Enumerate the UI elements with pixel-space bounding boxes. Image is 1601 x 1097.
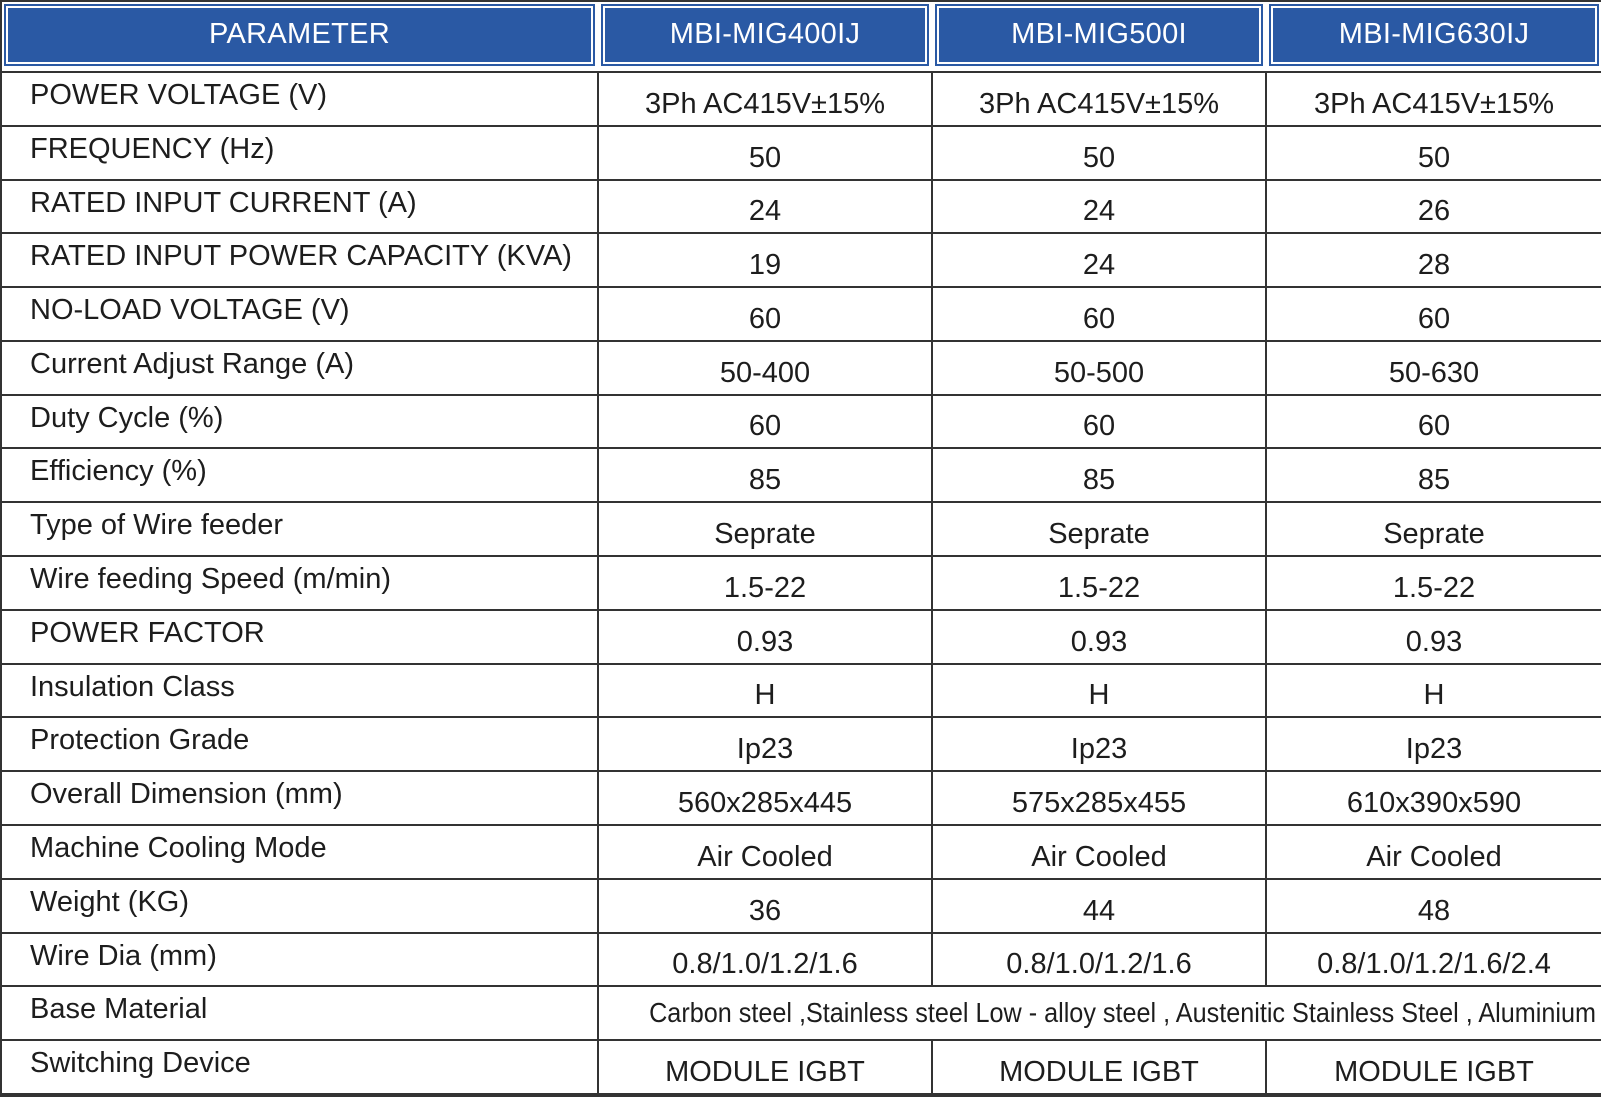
- table-row: [1, 771, 1601, 825]
- header-model-label: MBI-MIG500I: [937, 6, 1261, 64]
- value-cell-model-1: H: [598, 664, 932, 718]
- header-row: [1, 0, 1601, 72]
- header-cell-parameter: [1, 0, 598, 72]
- parameter-name-cell: Current Adjust Range (A): [1, 341, 598, 395]
- value-cell-model-3: 0.93: [1266, 610, 1601, 664]
- value-cell-model-1: 19: [598, 233, 932, 287]
- value-cell-model-3: 26: [1266, 180, 1601, 234]
- table-row: [1, 126, 1601, 180]
- table-body: [1, 72, 1601, 1094]
- parameter-name-cell: POWER VOLTAGE (V): [1, 72, 598, 126]
- header-model-label: MBI-MIG400IJ: [603, 6, 927, 64]
- parameter-name-cell: Weight (KG): [1, 879, 598, 933]
- table-row-base-material: [1, 986, 1601, 1040]
- value-cell-model-3: 60: [1266, 395, 1601, 449]
- parameter-name-cell: Wire feeding Speed (m/min): [1, 556, 598, 610]
- parameter-name-cell: Wire Dia (mm): [1, 933, 598, 987]
- parameter-name-cell: Overall Dimension (mm): [1, 771, 598, 825]
- value-cell-model-3: 60: [1266, 287, 1601, 341]
- value-cell-model-1: 1.5-22: [598, 556, 932, 610]
- value-cell-model-1: MODULE IGBT: [598, 1040, 932, 1094]
- value-cell-model-3: 28: [1266, 233, 1601, 287]
- value-cell-model-3: Seprate: [1266, 502, 1601, 556]
- value-cell-model-3: 610x390x590: [1266, 771, 1601, 825]
- value-cell-model-1: 36: [598, 879, 932, 933]
- value-cell-model-1: 50: [598, 126, 932, 180]
- value-cell-model-2: 1.5-22: [932, 556, 1266, 610]
- value-cell-model-2: 24: [932, 233, 1266, 287]
- table-row: [1, 72, 1601, 126]
- table-row: [1, 287, 1601, 341]
- value-cell-model-1: 0.8/1.0/1.2/1.6: [598, 933, 932, 987]
- table-row: [1, 825, 1601, 879]
- table-row: [1, 448, 1601, 502]
- value-cell-model-3: 0.8/1.0/1.2/1.6/2.4: [1266, 933, 1601, 987]
- value-cell-model-1: Ip23: [598, 717, 932, 771]
- parameter-name-cell: Efficiency (%): [1, 448, 598, 502]
- value-cell-model-2: Seprate: [932, 502, 1266, 556]
- value-cell-model-2: 85: [932, 448, 1266, 502]
- parameter-name-cell: Insulation Class: [1, 664, 598, 718]
- parameter-name-cell: Duty Cycle (%): [1, 395, 598, 449]
- value-cell-model-1: 60: [598, 287, 932, 341]
- value-cell-model-2: 60: [932, 287, 1266, 341]
- value-cell-model-3: 3Ph AC415V±15%: [1266, 72, 1601, 126]
- value-cell-model-3: 1.5-22: [1266, 556, 1601, 610]
- value-cell-model-2: H: [932, 664, 1266, 718]
- table-row: [1, 610, 1601, 664]
- value-cell-model-2: MODULE IGBT: [932, 1040, 1266, 1094]
- value-cell-model-3: Ip23: [1266, 717, 1601, 771]
- base-material-text: Carbon steel ,Stainless steel Low - alloy steel , Austenitic Stainless Steel , Aluminium: [649, 997, 1596, 1029]
- value-cell-model-2: 50-500: [932, 341, 1266, 395]
- header-cell-model-2: [932, 0, 1266, 72]
- value-cell-model-1: 50-400: [598, 341, 932, 395]
- value-cell-model-1: 24: [598, 180, 932, 234]
- value-cell-model-3: 48: [1266, 879, 1601, 933]
- value-cell-model-3: H: [1266, 664, 1601, 718]
- value-cell-model-1: 3Ph AC415V±15%: [598, 72, 932, 126]
- header-model-label: MBI-MIG630IJ: [1271, 6, 1597, 64]
- parameter-name-cell: Type of Wire feeder: [1, 502, 598, 556]
- base-material-cell: [598, 986, 1601, 1040]
- value-cell-model-3: MODULE IGBT: [1266, 1040, 1601, 1094]
- table-row: [1, 180, 1601, 234]
- value-cell-model-1: 0.93: [598, 610, 932, 664]
- table-row: [1, 879, 1601, 933]
- value-cell-model-2: Ip23: [932, 717, 1266, 771]
- value-cell-model-1: 85: [598, 448, 932, 502]
- table-row: [1, 933, 1601, 987]
- value-cell-model-2: 0.8/1.0/1.2/1.6: [932, 933, 1266, 987]
- value-cell-model-1: 60: [598, 395, 932, 449]
- parameter-name-cell: Base Material: [1, 986, 598, 1040]
- parameter-name-cell: Protection Grade: [1, 717, 598, 771]
- table-row: [1, 664, 1601, 718]
- value-cell-model-2: 50: [932, 126, 1266, 180]
- table-row: [1, 1040, 1601, 1094]
- value-cell-model-2: 24: [932, 180, 1266, 234]
- table-row: [1, 395, 1601, 449]
- value-cell-model-3: 85: [1266, 448, 1601, 502]
- table-row: [1, 717, 1601, 771]
- parameter-name-cell: RATED INPUT CURRENT (A): [1, 180, 598, 234]
- value-cell-model-2: 60: [932, 395, 1266, 449]
- parameter-name-cell: FREQUENCY (Hz): [1, 126, 598, 180]
- value-cell-model-2: 44: [932, 879, 1266, 933]
- parameter-name-cell: POWER FACTOR: [1, 610, 598, 664]
- table-row: [1, 341, 1601, 395]
- value-cell-model-2: 3Ph AC415V±15%: [932, 72, 1266, 126]
- table-row: [1, 233, 1601, 287]
- parameter-name-cell: Machine Cooling Mode: [1, 825, 598, 879]
- value-cell-model-3: 50: [1266, 126, 1601, 180]
- header-parameter-label: PARAMETER: [6, 6, 593, 64]
- table-row: [1, 556, 1601, 610]
- header-cell-model-1: [598, 0, 932, 72]
- value-cell-model-3: 50-630: [1266, 341, 1601, 395]
- value-cell-model-2: 575x285x455: [932, 771, 1266, 825]
- parameter-name-cell: Switching Device: [1, 1040, 598, 1094]
- value-cell-model-1: Seprate: [598, 502, 932, 556]
- value-cell-model-1: Air Cooled: [598, 825, 932, 879]
- header-cell-model-3: [1266, 0, 1601, 72]
- value-cell-model-1: 560x285x445: [598, 771, 932, 825]
- table-row: [1, 502, 1601, 556]
- value-cell-model-2: 0.93: [932, 610, 1266, 664]
- parameter-name-cell: RATED INPUT POWER CAPACITY (KVA): [1, 233, 598, 287]
- value-cell-model-2: Air Cooled: [932, 825, 1266, 879]
- value-cell-model-3: Air Cooled: [1266, 825, 1601, 879]
- parameter-name-cell: NO-LOAD VOLTAGE (V): [1, 287, 598, 341]
